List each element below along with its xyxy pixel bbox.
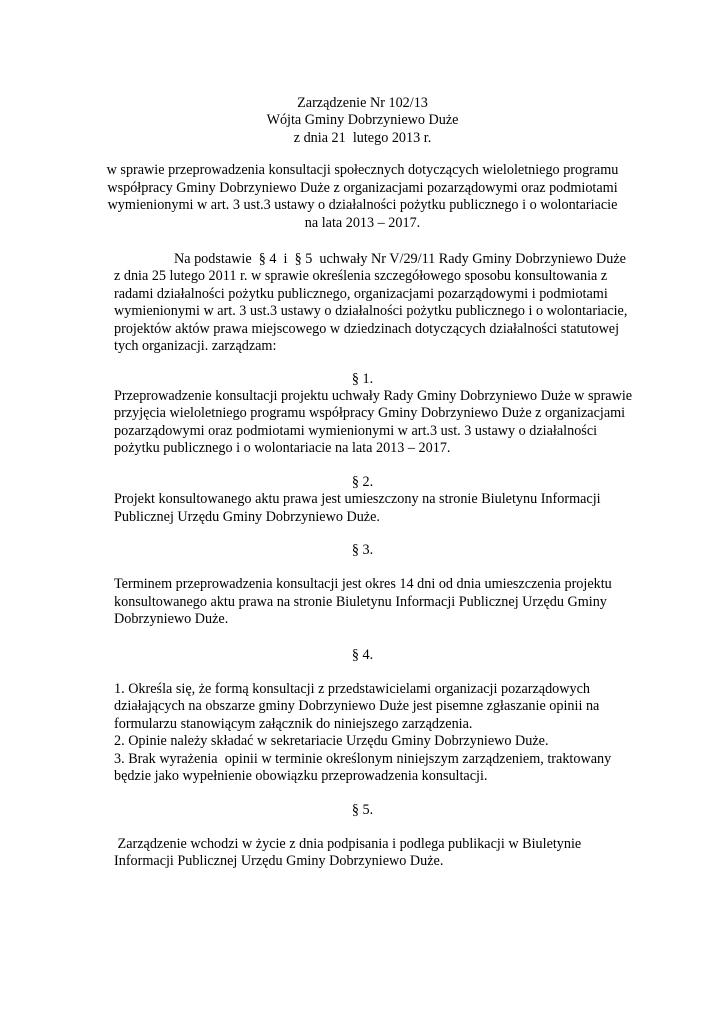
section-1-line: pozarządowymi oraz podmiotami wymienionymi w art.3 ust. 3 ustawy o działalności (114, 423, 598, 439)
subject-line: w sprawie przeprowadzenia konsultacji społecznych dotyczących wieloletniego programu (106, 162, 619, 178)
section-1-line: Przeprowadzenie konsultacji projektu uchwały Rady Gminy Dobrzyniewo Duże w sprawie (114, 388, 633, 404)
preamble-line: tych organizacji. zarządzam: (114, 338, 277, 354)
section-4-line: będzie jako wypełnienie obowiązku przeprowadzenia konsultacji. (114, 768, 488, 784)
section-2-line: Projekt konsultowanego aktu prawa jest umieszczony na stronie Biuletynu Informacji (114, 491, 601, 507)
preamble-line: radami działalności pożytku publicznego, organizacjami pozarządowymi i podmiotami (114, 286, 608, 302)
title-line-1: Zarządzenie Nr 102/13 (297, 95, 428, 111)
section-5-line: Informacji Publicznej Urzędu Gminy Dobrzyniewo Duże. (114, 853, 444, 869)
section-1-line: pożytku publicznego i o wolontariacie na lata 2013 – 2017. (114, 440, 451, 456)
section-3-line: Dobrzyniewo Duże. (114, 611, 229, 627)
preamble-line: projektów aktów prawa miejscowego w dziedzinach dotyczących działalności statutowej (114, 321, 620, 337)
title-line-3: z dnia 21 lutego 2013 r. (293, 130, 432, 146)
section-4-heading: § 4. (351, 647, 374, 663)
subject-line: na lata 2013 – 2017. (304, 215, 421, 231)
section-4-line: formularzu stanowiącym załącznik do niniejszego zarządzenia. (114, 716, 473, 732)
title-line-2: Wójta Gminy Dobrzyniewo Duże (266, 112, 459, 128)
section-3-heading: § 3. (351, 542, 374, 558)
section-1-heading: § 1. (351, 371, 374, 387)
section-5-line: Zarządzenie wchodzi w życie z dnia podpisania i podlega publikacji w Biuletynie (114, 836, 582, 852)
section-3-line: konsultowanego aktu prawa na stronie Biuletynu Informacji Publicznej Urzędu Gminy (114, 594, 607, 610)
preamble-line: wymienionymi w art. 3 ust.3 ustawy o działalności pożytku publicznego i o wolontariacie, (114, 303, 628, 319)
section-4-line: działających na obszarze gminy Dobrzyniewo Duże jest pisemne zgłaszanie opinii na (114, 698, 600, 714)
preamble-line: Na podstawie § 4 i § 5 uchwały Nr V/29/11 Rady Gminy Dobrzyniewo Duże (174, 251, 626, 267)
section-1-line: przyjęcia wieloletniego programu współpracy Gminy Dobrzyniewo Duże z organizacjami (114, 405, 626, 421)
section-3-line: Terminem przeprowadzenia konsultacji jest okres 14 dni od dnia umieszczenia projektu (114, 576, 612, 592)
preamble-line: z dnia 25 lutego 2011 r. w sprawie określenia szczegółowego sposobu konsultowania z (114, 268, 608, 284)
section-4-line: 3. Brak wyrażenia opinii w terminie określonym niniejszym zarządzeniem, traktowany (114, 751, 612, 767)
section-5-heading: § 5. (351, 802, 374, 818)
section-2-heading: § 2. (351, 474, 374, 490)
subject-line: wymienionymi w art. 3 ust.3 ustawy o działalności pożytku publicznego i o wolontariacie (107, 197, 618, 213)
section-4-line: 1. Określa się, że formą konsultacji z przedstawicielami organizacji pozarządowych (114, 681, 591, 697)
section-4-line: 2. Opinie należy składać w sekretariacie Urzędu Gminy Dobrzyniewo Duże. (114, 733, 549, 749)
subject-line: współpracy Gminy Dobrzyniewo Duże z organizacjami pozarządowymi oraz podmiotami (107, 180, 618, 196)
section-2-line: Publicznej Urzędu Gminy Dobrzyniewo Duże. (114, 509, 380, 525)
